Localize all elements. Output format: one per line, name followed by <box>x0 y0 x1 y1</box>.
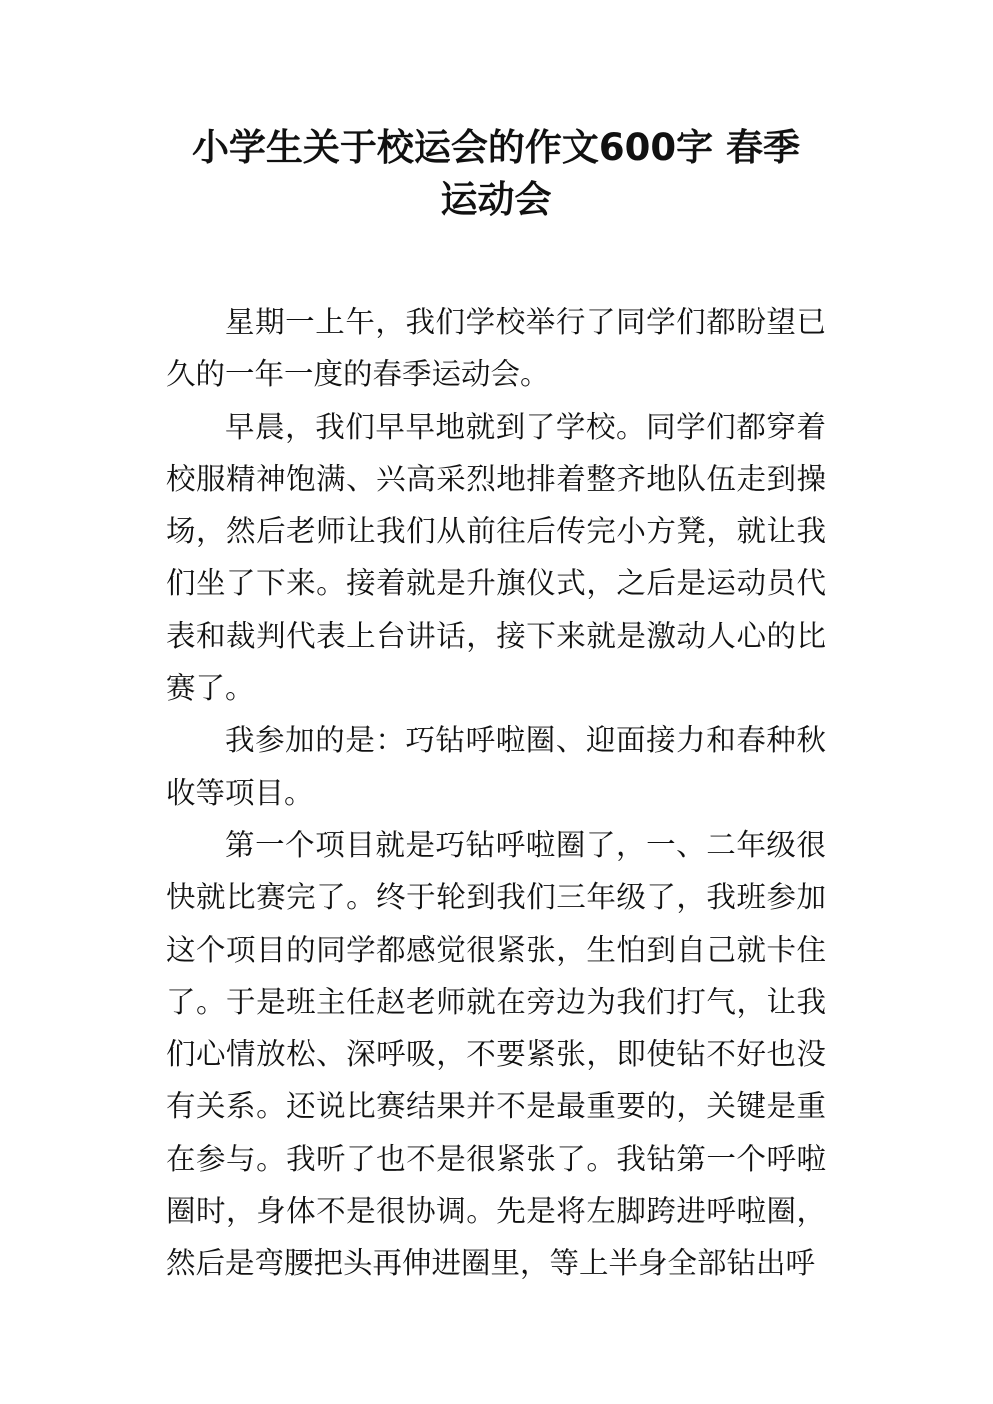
paragraph: 星期一上午，我们学校举行了同学们都盼望已久的一年一度的春季运动会。 <box>166 305 826 392</box>
paragraph: 我参加的是：巧钻呼啦圈、迎面接力和春种秋收等项目。 <box>166 723 826 810</box>
document-title <box>166 122 826 226</box>
document-body <box>166 296 826 1290</box>
paragraph: 第一个项目就是巧钻呼啦圈了，一、二年级很快就比赛完了。终于轮到我们三年级了，我班参加这个项目的同学都感觉很紧张，生怕到自己就卡住了。于是班主任赵老师就在旁边为我们打气，让我们心情放松、深呼吸，不要紧张，即使钻不好也没有关系。还说比赛结果并不是最重要的，关键是重在参与。我听了也不是很紧张了。我钻第一个呼啦圈时，身体不是很协调。先是将左脚跨进呼啦圈，然后是弯腰把头再伸进圈里，等上半身全部钻出呼 <box>166 827 826 1281</box>
paragraph: 早晨，我们早早地就到了学校。同学们都穿着校服精神饱满、兴高采烈地排着整齐地队伍走到操场，然后老师让我们从前往后传完小方凳，就让我们坐了下来。接着就是升旗仪式，之后是运动员代表和裁判代表上台讲话，接下来就是激动人心的比赛了。 <box>166 409 826 706</box>
title-line-2: 运动会 <box>440 178 552 221</box>
title-line-1: 小学生关于校运会的作文600字 春季 <box>191 126 801 169</box>
